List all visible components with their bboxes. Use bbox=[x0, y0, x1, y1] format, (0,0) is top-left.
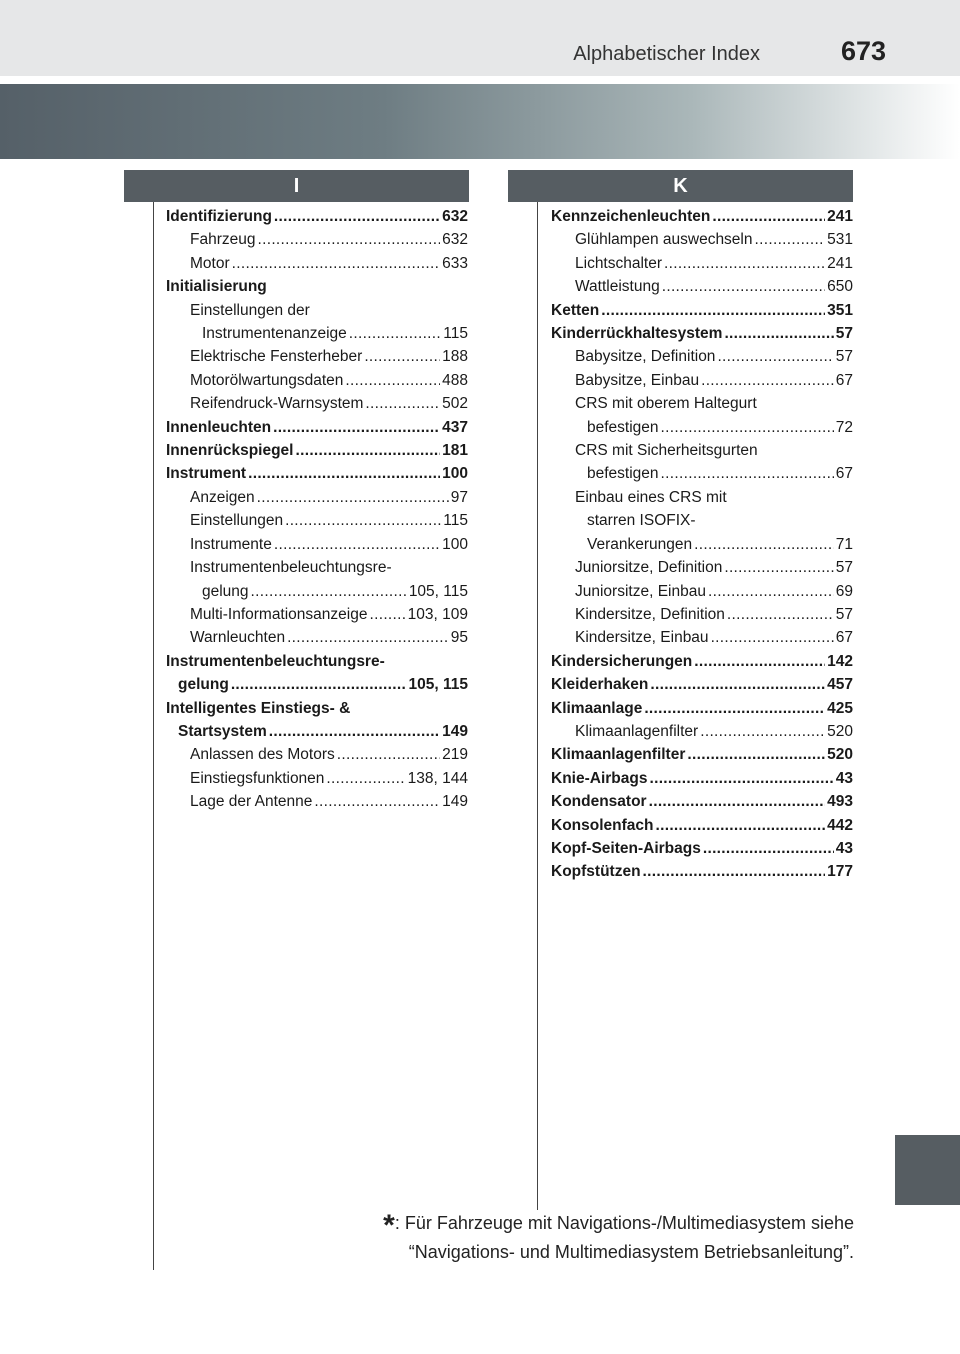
entry-term: Klimaanlagenfilter bbox=[551, 746, 686, 764]
entry-page: 67 bbox=[835, 371, 853, 389]
index-subentry bbox=[551, 416, 853, 439]
entry-term: Kindersitze, Einbau bbox=[575, 629, 709, 647]
index-subentry bbox=[166, 509, 468, 532]
entry-page: 95 bbox=[450, 629, 468, 647]
index-entry bbox=[166, 439, 468, 462]
entry-term: Motorölwartungsdaten bbox=[190, 371, 344, 389]
entry-page: 351 bbox=[827, 301, 853, 319]
entry-term: CRS mit oberem Haltegurt bbox=[575, 395, 757, 413]
index-entry bbox=[551, 299, 853, 322]
footnote bbox=[383, 1210, 854, 1266]
column-rule-center bbox=[537, 202, 538, 1210]
entry-term: Motor bbox=[190, 254, 230, 272]
index-subentry bbox=[166, 556, 468, 579]
letter-heading-i: I bbox=[124, 170, 469, 202]
index-subentry bbox=[551, 439, 853, 462]
header-banner bbox=[0, 84, 960, 159]
chapter-tab bbox=[895, 1135, 960, 1205]
index-subentry bbox=[551, 509, 853, 532]
entry-term: Einbau eines CRS mit bbox=[575, 488, 727, 506]
index-subentry bbox=[551, 533, 853, 556]
entry-page: 488 bbox=[442, 371, 468, 389]
entry-term: Anlassen des Motors bbox=[190, 746, 335, 764]
index-entry bbox=[551, 767, 853, 790]
entry-page: 437 bbox=[442, 418, 468, 436]
entry-term: gelung bbox=[202, 582, 249, 600]
index-subentry bbox=[166, 580, 468, 603]
entry-term: Klimaanlage bbox=[551, 699, 643, 717]
entry-term: Instrumentenbeleuchtungsre- bbox=[166, 652, 385, 670]
entry-term: Instrumente bbox=[190, 535, 272, 553]
entry-page: 219 bbox=[442, 746, 468, 764]
index-entry bbox=[166, 697, 468, 720]
entry-term: Instrumentenanzeige bbox=[202, 325, 347, 343]
index-subentry bbox=[166, 790, 468, 813]
entry-term: Kennzeichenleuchten bbox=[551, 208, 711, 225]
entry-term: Fahrzeug bbox=[190, 231, 256, 249]
entry-term: Multi-Informationsanzeige bbox=[190, 605, 368, 623]
entry-term: Innenrückspiegel bbox=[166, 442, 294, 460]
entry-term: Identifizierung bbox=[166, 208, 272, 225]
index-entry bbox=[551, 860, 853, 883]
entry-page: 115 bbox=[443, 325, 468, 343]
entry-term: Warnleuchten bbox=[190, 629, 286, 647]
entry-term: Lage der Antenne bbox=[190, 793, 313, 811]
entry-term: Kindersicherungen bbox=[551, 652, 693, 670]
page-number: 673 bbox=[840, 36, 886, 66]
entry-term: Einstellungen bbox=[190, 512, 284, 530]
index-subentry bbox=[551, 345, 853, 368]
entry-page: 57 bbox=[835, 559, 853, 577]
index-entry bbox=[166, 205, 468, 228]
index-subentry bbox=[551, 275, 853, 298]
entry-page: 57 bbox=[835, 605, 853, 623]
top-bar bbox=[0, 0, 960, 76]
entry-page: 71 bbox=[835, 535, 853, 553]
index-subentry bbox=[551, 392, 853, 415]
entry-page: 457 bbox=[827, 676, 853, 694]
entry-term: Kondensator bbox=[551, 793, 647, 811]
index-subentry bbox=[551, 720, 853, 743]
index-entry bbox=[551, 697, 853, 720]
entry-term: Kopfstützen bbox=[551, 863, 641, 881]
entry-term: Elektrische Fensterheber bbox=[190, 348, 363, 366]
entry-page: 105, 115 bbox=[408, 582, 468, 600]
index-entry bbox=[166, 462, 468, 485]
entry-term: Ketten bbox=[551, 301, 600, 319]
index-entry bbox=[551, 205, 853, 228]
column-rule-left bbox=[153, 202, 154, 1270]
entry-page: 149 bbox=[442, 793, 468, 811]
index-subentry bbox=[551, 603, 853, 626]
footnote-line-1 bbox=[383, 1209, 854, 1242]
index-subentry bbox=[551, 369, 853, 392]
entry-term: Konsolenfach bbox=[551, 816, 654, 834]
index-entry bbox=[166, 650, 468, 673]
entry-page: 650 bbox=[827, 278, 853, 296]
entry-term: Kleiderhaken bbox=[551, 676, 649, 694]
footnote-star: * bbox=[383, 1209, 395, 1242]
index-entry bbox=[166, 720, 468, 743]
entry-page: 67 bbox=[835, 465, 853, 483]
index-subentry bbox=[166, 322, 468, 345]
entry-term: starren ISOFIX- bbox=[587, 512, 696, 530]
index-subentry bbox=[166, 603, 468, 626]
index-subentry bbox=[551, 462, 853, 485]
index-subentry bbox=[166, 228, 468, 251]
entry-term: Babysitze, Definition bbox=[575, 348, 716, 366]
index-entry bbox=[551, 814, 853, 837]
entry-term: Kindersitze, Definition bbox=[575, 605, 725, 623]
entry-page: 493 bbox=[827, 793, 853, 811]
index-subentry bbox=[166, 486, 468, 509]
entry-page: 425 bbox=[827, 699, 853, 717]
footnote-line-2: “Navigations- und Multimediasystem Betriebsanleitung”. bbox=[408, 1242, 854, 1262]
entry-term: Lichtschalter bbox=[575, 254, 663, 272]
entry-page: 181 bbox=[442, 442, 468, 460]
entry-term: Initialisierung bbox=[166, 278, 267, 296]
entry-term: Innenleuchten bbox=[166, 418, 272, 436]
index-column-right bbox=[551, 205, 853, 884]
index-subentry bbox=[166, 626, 468, 649]
index-subentry bbox=[166, 392, 468, 415]
entry-term: Knie-Airbags bbox=[551, 769, 648, 787]
entry-page: 633 bbox=[442, 254, 468, 272]
entry-term: Wattleistung bbox=[575, 278, 660, 296]
entry-page: 177 bbox=[827, 863, 853, 881]
index-entry bbox=[551, 743, 853, 766]
entry-page: 149 bbox=[442, 722, 468, 740]
header-title: Alphabetischer Index bbox=[573, 43, 760, 65]
entry-page: 632 bbox=[442, 231, 468, 249]
entry-page: 138, 144 bbox=[407, 769, 468, 787]
entry-term: Instrument bbox=[166, 465, 247, 483]
entry-term: Anzeigen bbox=[190, 488, 255, 506]
index-column-left bbox=[166, 205, 468, 814]
index-subentry bbox=[166, 369, 468, 392]
entry-page: 502 bbox=[442, 395, 468, 413]
entry-term: Babysitze, Einbau bbox=[575, 371, 700, 389]
index-entry bbox=[551, 650, 853, 673]
entry-page: 442 bbox=[827, 816, 853, 834]
index-subentry bbox=[551, 252, 853, 275]
entry-term: Juniorsitze, Definition bbox=[575, 559, 723, 577]
index-entry bbox=[166, 275, 468, 298]
entry-page: 67 bbox=[835, 629, 853, 647]
index-subentry bbox=[166, 533, 468, 556]
entry-term: Kopf-Seiten-Airbags bbox=[551, 839, 701, 857]
index-subentry bbox=[166, 299, 468, 322]
index-subentry bbox=[551, 556, 853, 579]
entry-page: 57 bbox=[835, 325, 853, 343]
index-entry bbox=[551, 790, 853, 813]
entry-page: 100 bbox=[442, 535, 468, 553]
entry-page: 69 bbox=[835, 582, 853, 600]
entry-term: befestigen bbox=[587, 465, 659, 483]
entry-page: 520 bbox=[827, 722, 853, 740]
entry-term: CRS mit Sicherheitsgurten bbox=[575, 442, 758, 460]
index-entry bbox=[166, 416, 468, 439]
letter-heading-k: K bbox=[508, 170, 853, 202]
entry-term: Kinderrückhaltesystem bbox=[551, 325, 723, 343]
index-entry bbox=[551, 837, 853, 860]
entry-term: Einstellungen der bbox=[190, 301, 310, 319]
entry-page: 103, 109 bbox=[407, 605, 468, 623]
index-entry bbox=[551, 322, 853, 345]
entry-term: Reifendruck-Warnsystem bbox=[190, 395, 364, 413]
entry-term: Glühlampen auswechseln bbox=[575, 231, 753, 249]
index-subentry bbox=[551, 580, 853, 603]
entry-page: 57 bbox=[835, 348, 853, 366]
entry-page: 43 bbox=[835, 839, 853, 857]
index-subentry bbox=[551, 626, 853, 649]
entry-term: Juniorsitze, Einbau bbox=[575, 582, 706, 600]
entry-term: Instrumentenbeleuchtungsre- bbox=[190, 559, 392, 577]
index-subentry bbox=[166, 252, 468, 275]
entry-term: Einstiegsfunktionen bbox=[190, 769, 325, 787]
index-entry bbox=[551, 673, 853, 696]
entry-term: Startsystem bbox=[178, 722, 267, 740]
index-subentry bbox=[166, 767, 468, 790]
index-subentry bbox=[166, 743, 468, 766]
entry-term: gelung bbox=[178, 676, 229, 694]
entry-page: 105, 115 bbox=[408, 676, 468, 694]
entry-page: 43 bbox=[835, 769, 853, 787]
entry-page: 241 bbox=[827, 208, 853, 225]
entry-page: 142 bbox=[827, 652, 853, 670]
entry-term: Verankerungen bbox=[587, 535, 693, 553]
index-subentry bbox=[551, 486, 853, 509]
entry-page: 100 bbox=[442, 465, 468, 483]
entry-term: befestigen bbox=[587, 418, 659, 436]
index-entry bbox=[166, 673, 468, 696]
entry-term: Klimaanlagenfilter bbox=[575, 722, 699, 740]
entry-page: 241 bbox=[827, 254, 853, 272]
footnote-text-1: : Für Fahrzeuge mit Navigations-/Multimediasystem siehe bbox=[394, 1213, 854, 1233]
entry-page: 188 bbox=[442, 348, 468, 366]
entry-page: 632 bbox=[442, 208, 468, 225]
entry-page: 115 bbox=[443, 512, 468, 530]
index-subentry bbox=[166, 345, 468, 368]
index-subentry bbox=[551, 228, 853, 251]
entry-page: 531 bbox=[827, 231, 853, 249]
entry-page: 72 bbox=[835, 418, 853, 436]
entry-page: 97 bbox=[450, 488, 468, 506]
entry-page: 520 bbox=[827, 746, 853, 764]
entry-term: Intelligentes Einstiegs- & bbox=[166, 699, 351, 717]
